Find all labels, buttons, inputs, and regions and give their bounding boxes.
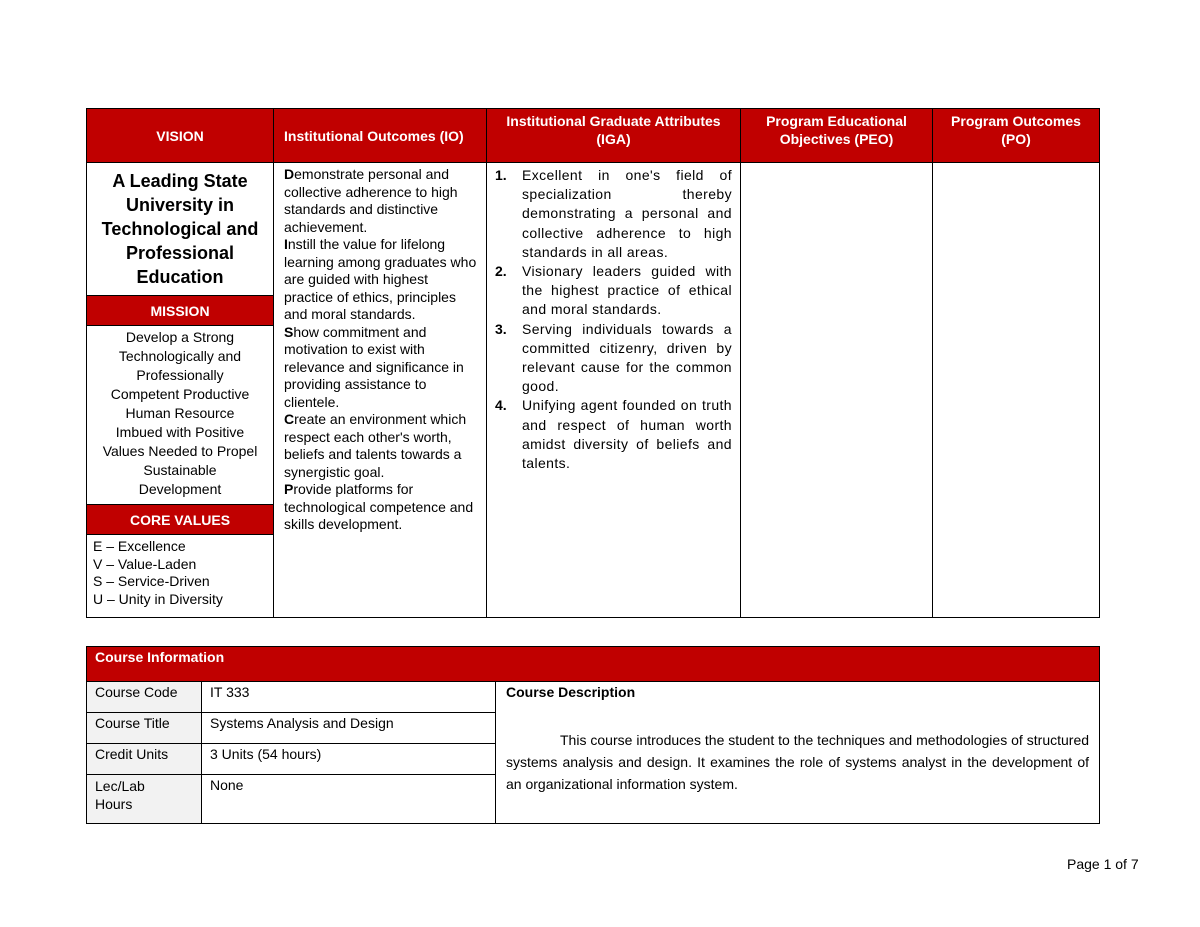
mission-line: Professionally — [136, 367, 224, 383]
po-header — [933, 109, 1100, 163]
framework-table — [86, 108, 1100, 618]
course-info-header: Course Information — [87, 647, 1100, 682]
iga-number: 2. — [495, 263, 507, 280]
course-description — [496, 682, 1100, 824]
mission-line: Values Needed to Propel — [102, 443, 258, 459]
peo-header-line2: Objectives (PEO) — [779, 131, 894, 147]
po-header-line2: (PO) — [1001, 131, 1031, 147]
iga-item — [495, 166, 732, 262]
mission-statement — [87, 326, 273, 505]
io-item: Instill the value for lifelong learning among graduates who are guided with highest practice of ethics, principles and moral standards. — [284, 236, 477, 322]
mission-line: Develop a Strong — [125, 329, 235, 345]
iga-item — [495, 396, 732, 473]
peo-header-line1: Program Educational — [766, 113, 907, 129]
mission-line: Competent Productive — [110, 386, 250, 402]
core-values-list — [87, 535, 273, 611]
page-number: Page 1 of 7 — [1067, 856, 1139, 872]
credit-units-label: Credit Units — [87, 744, 202, 775]
vision-header: VISION — [87, 109, 274, 163]
course-description-text: This course introduces the student to the techniques and methodologies of structured systems analysis and design. It examines the role of systems analyst in the development of an organizational information system. — [506, 732, 1090, 792]
course-info-header-row — [87, 647, 1100, 682]
iga-header — [487, 109, 741, 163]
core-value-item: U – Unity in Diversity — [93, 590, 223, 607]
iga-text: Unifying agent founded on truth and respect of human worth amidst diversity of beliefs and talents. — [522, 397, 732, 472]
framework-body-row — [87, 163, 1100, 618]
po-column — [933, 163, 1100, 618]
iga-number: 1. — [495, 167, 507, 183]
mission-line: Technologically and — [118, 348, 242, 364]
vision-line: University in — [125, 195, 235, 215]
iga-item — [495, 262, 732, 320]
core-value-item: V – Value-Laden — [93, 555, 197, 572]
iga-text: Serving individuals towards a committed citizenry, driven by relevant cause for the common good. — [522, 320, 732, 395]
vision-statement — [87, 163, 273, 296]
peo-header — [741, 109, 933, 163]
course-code-value: IT 333 — [202, 682, 496, 713]
lec-lab-hours-label: Lec/Lab Hours — [87, 775, 202, 824]
iga-text: Excellent in one's field of specialization thereby demonstrating a personal and collective adherence to high standards in all areas. — [522, 167, 732, 260]
course-code-label: Course Code — [87, 682, 202, 713]
lec-lab-hours-value: None — [202, 775, 496, 824]
io-item: Show commitment and motivation to exist with relevance and significance in providing assistance to clientele. — [284, 323, 464, 410]
vision-mission-column — [87, 163, 274, 618]
io-header: Institutional Outcomes (IO) — [274, 109, 487, 163]
mission-header: MISSION — [87, 296, 273, 326]
course-information-table — [86, 646, 1100, 824]
io-item: Create an environment which respect each other's worth, beliefs and talents towards a synergistic goal. — [284, 411, 467, 480]
mission-line: Development — [138, 481, 222, 497]
iga-column — [487, 163, 741, 618]
vision-line: Professional — [125, 243, 235, 263]
iga-item — [495, 320, 732, 397]
iga-number: 4. — [495, 397, 507, 414]
iga-number: 3. — [495, 320, 507, 337]
course-title-value: Systems Analysis and Design — [202, 713, 496, 744]
credit-units-value: 3 Units (54 hours) — [202, 744, 496, 775]
vision-line: Technological and — [101, 219, 259, 239]
iga-header-line1: Institutional Graduate Attributes — [506, 113, 721, 129]
iga-header-line2: (IGA) — [596, 131, 631, 147]
mission-line: Human Resource — [125, 405, 235, 421]
io-column — [274, 163, 487, 618]
vision-line: A Leading State — [112, 171, 248, 191]
po-header-line1: Program Outcomes — [951, 113, 1081, 129]
course-description-title: Course Description — [506, 684, 636, 700]
core-values-header: CORE VALUES — [87, 505, 273, 535]
vision-line: Education — [136, 267, 224, 287]
framework-header-row — [87, 109, 1100, 163]
course-title-label: Course Title — [87, 713, 202, 744]
mission-line: Sustainable — [143, 462, 217, 478]
io-item: Demonstrate personal and collective adherence to high standards and distinctive achievement. — [284, 166, 458, 235]
course-row — [87, 682, 1100, 713]
io-item: Provide platforms for technological competence and skills development. — [284, 481, 474, 532]
peo-column — [741, 163, 933, 618]
mission-line: Imbued with Positive — [115, 424, 245, 440]
iga-text: Visionary leaders guided with the highest practice of ethical and moral standards. — [522, 263, 732, 318]
core-value-item: E – Excellence — [93, 538, 186, 554]
core-value-item: S – Service-Driven — [93, 573, 210, 589]
